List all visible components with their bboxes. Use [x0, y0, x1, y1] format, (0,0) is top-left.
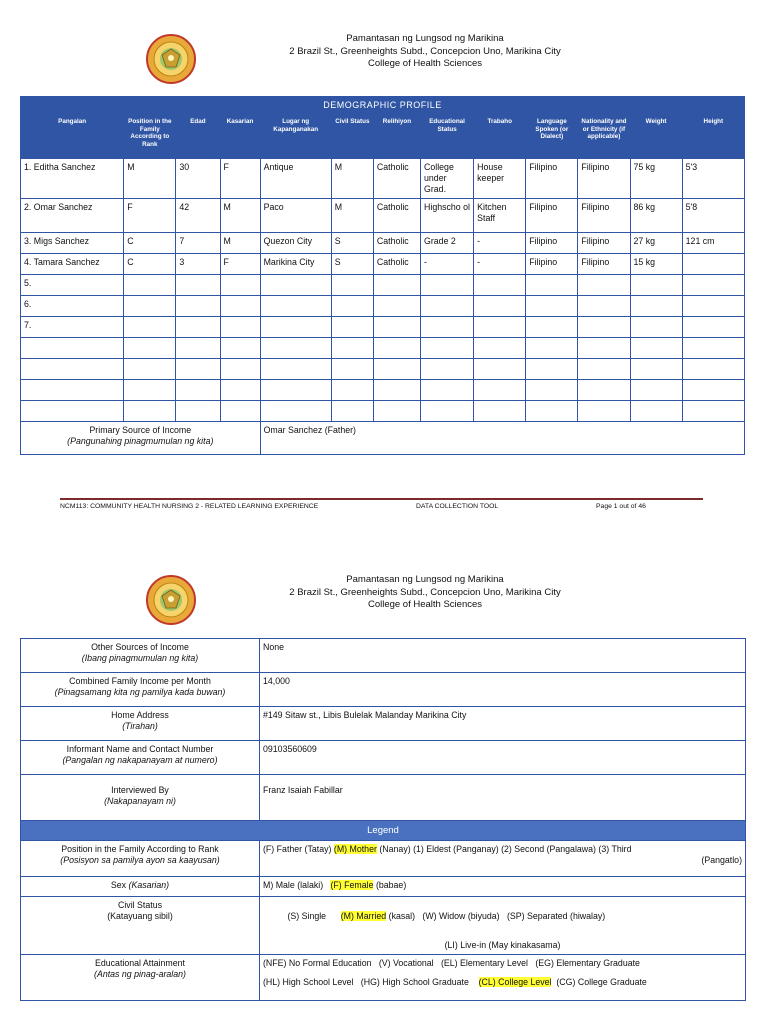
sex-highlight: (F) Female: [330, 880, 374, 890]
civil-status-label-fil: (Katayuang sibil): [107, 911, 173, 921]
table-cell: [474, 359, 526, 380]
table-cell: [578, 275, 630, 296]
table-cell: [21, 338, 124, 359]
table-cell: 6.: [21, 296, 124, 317]
institution-header: [220, 574, 630, 612]
table-cell: [124, 380, 176, 401]
table-cell: [682, 401, 744, 422]
table-cell: [578, 380, 630, 401]
civil-status-label: Civil Status: [118, 900, 162, 910]
home-address-value: #149 Sitaw st., Libis Bulelak Malanday Marikina City: [260, 707, 746, 741]
table-cell: Marikina City: [260, 254, 331, 275]
table-cell: 30: [176, 159, 220, 199]
primary-income-label: Primary Source of Income: [89, 425, 192, 435]
demographic-profile-title: DEMOGRAPHIC PROFILE: [21, 97, 745, 115]
table-row: [21, 233, 745, 254]
table-cell: [21, 401, 124, 422]
education-highlight: (CL) College Level: [478, 977, 552, 987]
combined-income-label-fil: (Pinagsamang kita ng pamilya kada buwan): [54, 687, 226, 697]
table-cell: Highscho ol: [421, 199, 474, 233]
table-cell: [331, 380, 373, 401]
column-header: Trabaho: [474, 115, 526, 159]
table-cell: [474, 401, 526, 422]
table-cell: [176, 359, 220, 380]
education-legend: [260, 955, 746, 1001]
table-row: [21, 199, 745, 233]
other-income-label-fil: (Ibang pinagmumulan ng kita): [81, 653, 199, 663]
university-address: 2 Brazil St., Greenheights Subd., Concepcion Uno, Marikina City: [289, 45, 561, 57]
combined-income-label-cell: [21, 673, 260, 707]
table-cell: [578, 296, 630, 317]
table-cell: Quezon City: [260, 233, 331, 254]
table-cell: Antique: [260, 159, 331, 199]
table-cell: [220, 359, 260, 380]
table-cell: Catholic: [373, 199, 420, 233]
combined-income-label: Combined Family Income per Month: [69, 676, 211, 686]
table-cell: [682, 380, 744, 401]
table-cell: Catholic: [373, 159, 420, 199]
table-cell: [474, 275, 526, 296]
table-cell: [176, 296, 220, 317]
table-cell: [260, 338, 331, 359]
table-cell: Filipino: [526, 233, 578, 254]
primary-income-label-fil: (Pangunahing pinagmumulan ng kita): [67, 436, 214, 446]
table-cell: [176, 380, 220, 401]
table-cell: -: [474, 254, 526, 275]
sex-legend-text: M) Male (lalaki): [263, 880, 324, 890]
table-cell: [220, 380, 260, 401]
other-income-label: Other Sources of Income: [91, 642, 189, 652]
table-cell: 7.: [21, 317, 124, 338]
table-cell: [578, 317, 630, 338]
civil-legend-text: (kasal) (W) Widow (biyuda) (SP) Separated (hiwalay): [388, 911, 606, 921]
column-header: Relihiyon: [373, 115, 420, 159]
education-label-cell: [21, 955, 260, 1001]
table-cell: C: [124, 254, 176, 275]
table-cell: Filipino: [578, 233, 630, 254]
table-cell: [526, 401, 578, 422]
table-row: [21, 254, 745, 275]
table-cell: [373, 338, 420, 359]
table-cell: [260, 275, 331, 296]
table-cell: S: [331, 233, 373, 254]
table-cell: [578, 338, 630, 359]
table-cell: M: [220, 233, 260, 254]
table-cell: Filipino: [526, 254, 578, 275]
table-cell: 3. Migs Sanchez: [21, 233, 124, 254]
other-income-value: None: [260, 639, 746, 673]
table-cell: [124, 275, 176, 296]
table-cell: S: [331, 254, 373, 275]
table-cell: M: [331, 159, 373, 199]
table-cell: 3: [176, 254, 220, 275]
civil-legend-text: (S) Single: [287, 911, 327, 921]
table-cell: [331, 401, 373, 422]
college-name: College of Health Sciences: [367, 58, 483, 69]
table-cell: Catholic: [373, 233, 420, 254]
position-legend-text: (Nanay) (1) Eldest (Panganay) (2) Second (Pangalawa) (3) Third: [379, 844, 632, 854]
table-cell: [331, 296, 373, 317]
table-cell: [682, 317, 744, 338]
table-row: [21, 317, 745, 338]
table-cell: [331, 359, 373, 380]
education-label: Educational Attainment: [95, 958, 185, 968]
table-cell: [421, 380, 474, 401]
civil-highlight: (M) Married: [340, 911, 387, 921]
column-header: Pangalan: [21, 115, 124, 159]
table-cell: [682, 254, 744, 275]
table-cell: [124, 296, 176, 317]
combined-income-value: 14,000: [260, 673, 746, 707]
table-cell: Grade 2: [421, 233, 474, 254]
education-label-fil: (Antas ng pinag-aralan): [94, 969, 186, 979]
table-cell: [176, 275, 220, 296]
interviewed-by-label-fil: (Nakapanayam ni): [104, 796, 176, 806]
table-row: [21, 401, 745, 422]
position-legend-text: (F) Father (Tatay): [263, 844, 332, 854]
table-cell: 4. Tamara Sanchez: [21, 254, 124, 275]
table-cell: [630, 317, 682, 338]
table-cell: Filipino: [526, 199, 578, 233]
table-cell: [21, 359, 124, 380]
table-cell: 5'8: [682, 199, 744, 233]
column-header: Lugar ng Kapanganakan: [260, 115, 331, 159]
table-cell: [260, 380, 331, 401]
table-cell: [682, 296, 744, 317]
table-cell: [682, 359, 744, 380]
demographic-profile-table: [20, 96, 745, 455]
table-cell: [630, 380, 682, 401]
table-cell: [220, 338, 260, 359]
table-cell: [526, 380, 578, 401]
table-cell: 15 kg: [630, 254, 682, 275]
page-footer: [60, 498, 703, 510]
table-cell: -: [474, 233, 526, 254]
table-cell: F: [220, 254, 260, 275]
position-label-fil: (Posisyon sa pamilya ayon sa kaayusan): [60, 855, 220, 865]
page-number: Page 1 out of 46: [596, 503, 646, 510]
table-cell: Paco: [260, 199, 331, 233]
table-cell: 5'3: [682, 159, 744, 199]
table-cell: [421, 317, 474, 338]
table-cell: Kitchen Staff: [474, 199, 526, 233]
table-cell: 2. Omar Sanchez: [21, 199, 124, 233]
civil-status-legend: [260, 897, 746, 955]
table-header-row: [21, 115, 745, 159]
table-cell: [474, 338, 526, 359]
position-label: Position in the Family According to Rank: [61, 844, 219, 854]
table-cell: [176, 401, 220, 422]
other-income-label-cell: [21, 639, 260, 673]
table-cell: [526, 359, 578, 380]
table-cell: Filipino: [578, 254, 630, 275]
university-seal-logo: [146, 34, 196, 84]
primary-income-label-cell: [21, 422, 261, 455]
table-cell: 121 cm: [682, 233, 744, 254]
position-label-cell: [21, 841, 260, 877]
education-legend-text: (HL) High School Level (HG) High School Graduate: [263, 977, 469, 987]
table-cell: [124, 359, 176, 380]
sex-legend-text: (babae): [375, 880, 407, 890]
home-address-label-fil: (Tirahan): [122, 721, 158, 731]
table-cell: [220, 401, 260, 422]
table-cell: [260, 317, 331, 338]
table-cell: [260, 401, 331, 422]
table-cell: House keeper: [474, 159, 526, 199]
table-cell: College under Grad.: [421, 159, 474, 199]
table-cell: [21, 380, 124, 401]
table-cell: [124, 401, 176, 422]
table-cell: [176, 317, 220, 338]
table-cell: [630, 401, 682, 422]
table-cell: [124, 317, 176, 338]
table-cell: [630, 296, 682, 317]
table-cell: M: [124, 159, 176, 199]
university-name: Pamantasan ng Lungsod ng Marikina: [346, 574, 504, 585]
table-cell: 1. Editha Sanchez: [21, 159, 124, 199]
table-body: [21, 159, 745, 422]
table-cell: 86 kg: [630, 199, 682, 233]
table-cell: M: [331, 199, 373, 233]
table-row: [21, 275, 745, 296]
table-cell: [373, 359, 420, 380]
table-cell: [331, 338, 373, 359]
university-seal-logo: [146, 575, 196, 625]
table-cell: [373, 380, 420, 401]
education-legend-text: (NFE) No Formal Education (V) Vocational (EL) Elementary Level (EG) Elementary Graduate: [263, 958, 640, 968]
sex-label-cell: [21, 877, 260, 897]
table-cell: 75 kg: [630, 159, 682, 199]
table-cell: [526, 317, 578, 338]
primary-income-value: Omar Sanchez (Father): [260, 422, 744, 455]
table-cell: [176, 338, 220, 359]
table-cell: [526, 296, 578, 317]
table-cell: [630, 338, 682, 359]
table-cell: [421, 275, 474, 296]
civil-status-label-cell: [21, 897, 260, 955]
table-cell: [220, 296, 260, 317]
table-cell: [526, 275, 578, 296]
table-cell: [421, 359, 474, 380]
sex-label-fil: (Kasarian): [128, 880, 170, 890]
table-cell: [331, 275, 373, 296]
informant-label: Informant Name and Contact Number: [66, 744, 214, 754]
document-page-2: [0, 560, 768, 1024]
position-highlight: (M) Mother: [333, 844, 377, 854]
column-header: Weight: [630, 115, 682, 159]
table-cell: [630, 359, 682, 380]
table-cell: [682, 338, 744, 359]
table-cell: [220, 317, 260, 338]
informant-label-cell: [21, 741, 260, 775]
table-cell: [421, 296, 474, 317]
institution-header: [220, 33, 630, 71]
table-cell: [630, 275, 682, 296]
tool-title: DATA COLLECTION TOOL: [416, 503, 499, 510]
column-header: Civil Status: [331, 115, 373, 159]
table-cell: [474, 380, 526, 401]
table-row: [21, 338, 745, 359]
home-address-label-cell: [21, 707, 260, 741]
informant-value: 09103560609: [260, 741, 746, 775]
household-info-table: [20, 638, 746, 1001]
table-cell: [220, 275, 260, 296]
table-cell: [260, 359, 331, 380]
informant-label-fil: (Pangalan ng nakapanayam at numero): [62, 755, 218, 765]
course-title: NCM113: COMMUNITY HEALTH NURSING 2 - RELATED LEARNING EXPERIENCE: [60, 503, 319, 510]
column-header: Language Spoken (or Dialect): [526, 115, 578, 159]
table-cell: Filipino: [578, 199, 630, 233]
table-cell: -: [421, 254, 474, 275]
table-cell: 27 kg: [630, 233, 682, 254]
table-cell: [474, 317, 526, 338]
column-header: Edad: [176, 115, 220, 159]
sex-label: Sex: [110, 880, 127, 890]
table-cell: [260, 296, 331, 317]
legend-title: Legend: [21, 821, 746, 841]
table-cell: [682, 275, 744, 296]
table-row: [21, 380, 745, 401]
position-legend-text: (Pangatlo): [701, 855, 742, 865]
column-header: Nationality and or Ethnicity (if applicable): [578, 115, 630, 159]
table-cell: [373, 401, 420, 422]
table-cell: [421, 401, 474, 422]
table-row: [21, 359, 745, 380]
table-cell: F: [124, 199, 176, 233]
table-cell: [373, 317, 420, 338]
table-cell: F: [220, 159, 260, 199]
table-cell: [526, 338, 578, 359]
table-cell: [578, 359, 630, 380]
table-cell: Filipino: [578, 159, 630, 199]
table-cell: 5.: [21, 275, 124, 296]
table-cell: [373, 275, 420, 296]
table-cell: Filipino: [526, 159, 578, 199]
table-cell: 42: [176, 199, 220, 233]
university-address: 2 Brazil St., Greenheights Subd., Concepcion Uno, Marikina City: [289, 586, 561, 598]
column-header: Kasarian: [220, 115, 260, 159]
column-header: Position in the Family According to Rank: [124, 115, 176, 159]
table-cell: [124, 338, 176, 359]
interviewed-by-label: Interviewed By: [111, 785, 169, 795]
home-address-label: Home Address: [111, 710, 169, 720]
table-cell: C: [124, 233, 176, 254]
column-header: Height: [682, 115, 744, 159]
sex-legend: [260, 877, 746, 897]
table-cell: [421, 338, 474, 359]
civil-legend-text: (LI) Live-in (May kinakasama): [444, 940, 561, 950]
interviewed-by-label-cell: [21, 775, 260, 821]
table-cell: Catholic: [373, 254, 420, 275]
table-cell: [373, 296, 420, 317]
college-name: College of Health Sciences: [367, 599, 483, 610]
interviewed-by-value: Franz Isaiah Fabillar: [260, 775, 746, 821]
table-cell: [474, 296, 526, 317]
university-name: Pamantasan ng Lungsod ng Marikina: [346, 33, 504, 44]
table-cell: [331, 317, 373, 338]
table-row: [21, 296, 745, 317]
table-cell: M: [220, 199, 260, 233]
column-header: Educational Status: [421, 115, 474, 159]
education-legend-text: (CG) College Graduate: [556, 977, 647, 987]
table-cell: 7: [176, 233, 220, 254]
table-row: [21, 159, 745, 199]
table-cell: [578, 401, 630, 422]
position-legend: [260, 841, 746, 877]
